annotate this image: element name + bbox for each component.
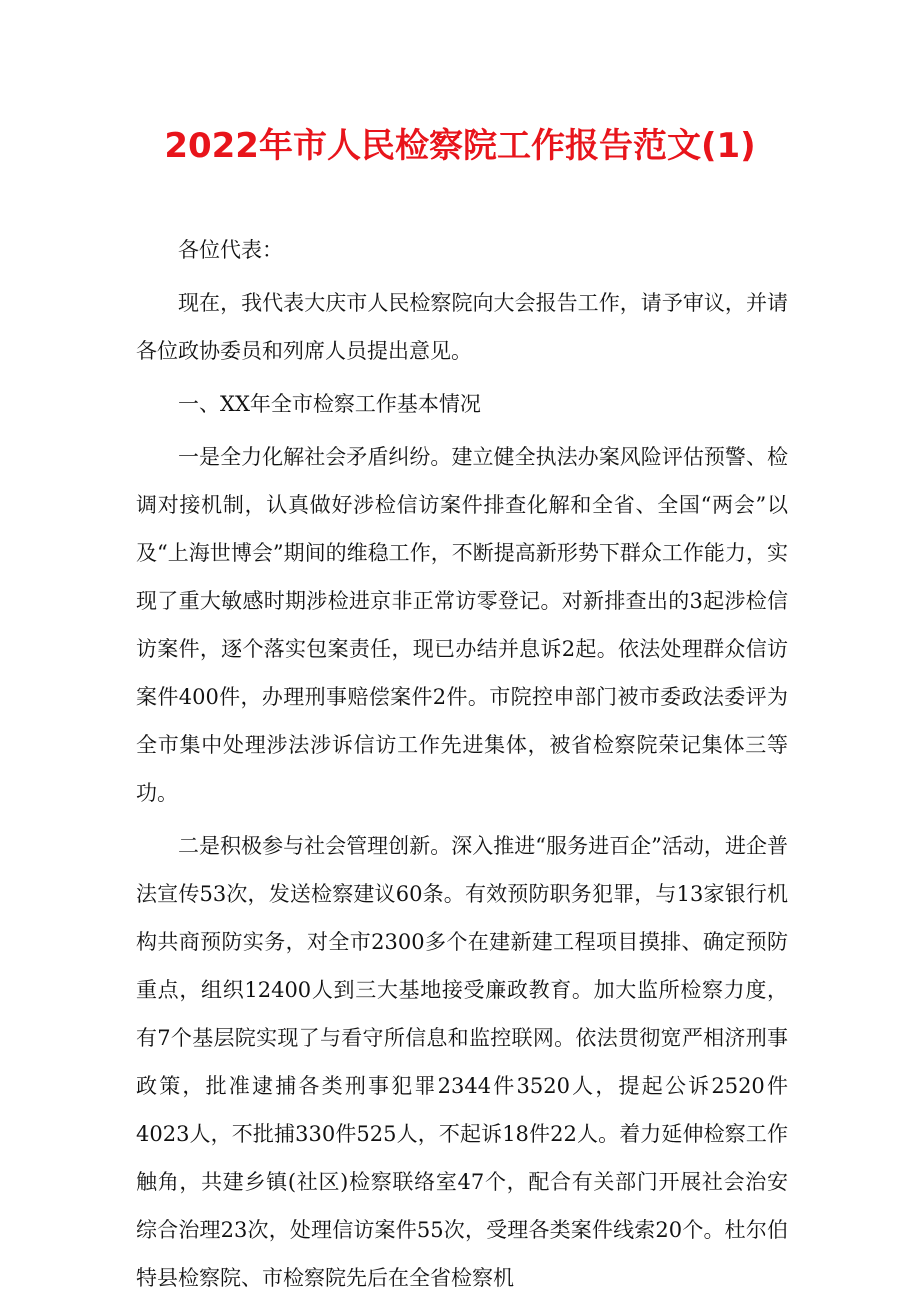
body-paragraph: 一是全力化解社会矛盾纠纷。建立健全执法办案风险评估预警、检调对接机制，认真做好涉检信访案件排查化解和全省、全国“两会”以及“上海世博会”期间的维稳工作，不断提高新形势下群众工作能力，实现了重大敏感时期涉检进京非正常访零登记。对新排查出的3起涉检信访案件，逐个落实包案责任，现已办结并息诉2起。依法处理群众信访案件400件，办理刑事赔偿案件2件。市院控申部门被市委政法委评为全市集中处理涉法涉诉信访工作先进集体，被省检察院荣记集体三等功。: [136, 445, 788, 805]
intro-paragraph: 现在，我代表大庆市人民检察院向大会报告工作，请予审议，并请各位政协委员和列席人员提出意见。: [136, 291, 788, 363]
body-paragraph: 二是积极参与社会管理创新。深入推进“服务进百企”活动，进企普法宣传53次，发送检察建议60条。有效预防职务犯罪，与13家银行机构共商预防实务，对全市2300多个在建新建工程项目摸排、确定预防重点，组织12400人到三大基地接受廉政教育。加大监所检察力度，有7个基层院实现了与看守所信息和监控联网。依法贯彻宽严相济刑事政策，批准逮捕各类刑事犯罪2344件3520人，提起公诉2520件4023人，不批捕330件525人，不起诉18件22人。着力延伸检察工作触角，共建乡镇(社区)检察联络室47个，配合有关部门开展社会治安综合治理23次，处理信访案件55次，受理各类案件线索20个。杜尔伯特县检察院、市检察院先后在全省检察机: [136, 834, 788, 1290]
salutation-paragraph: 各位代表：: [178, 238, 283, 262]
document-body: [136, 226, 788, 1307]
section-heading: 一、XX年全市检察工作基本情况: [178, 392, 481, 416]
document-title: 2022年市人民检察院工作报告范文(1): [164, 126, 756, 166]
